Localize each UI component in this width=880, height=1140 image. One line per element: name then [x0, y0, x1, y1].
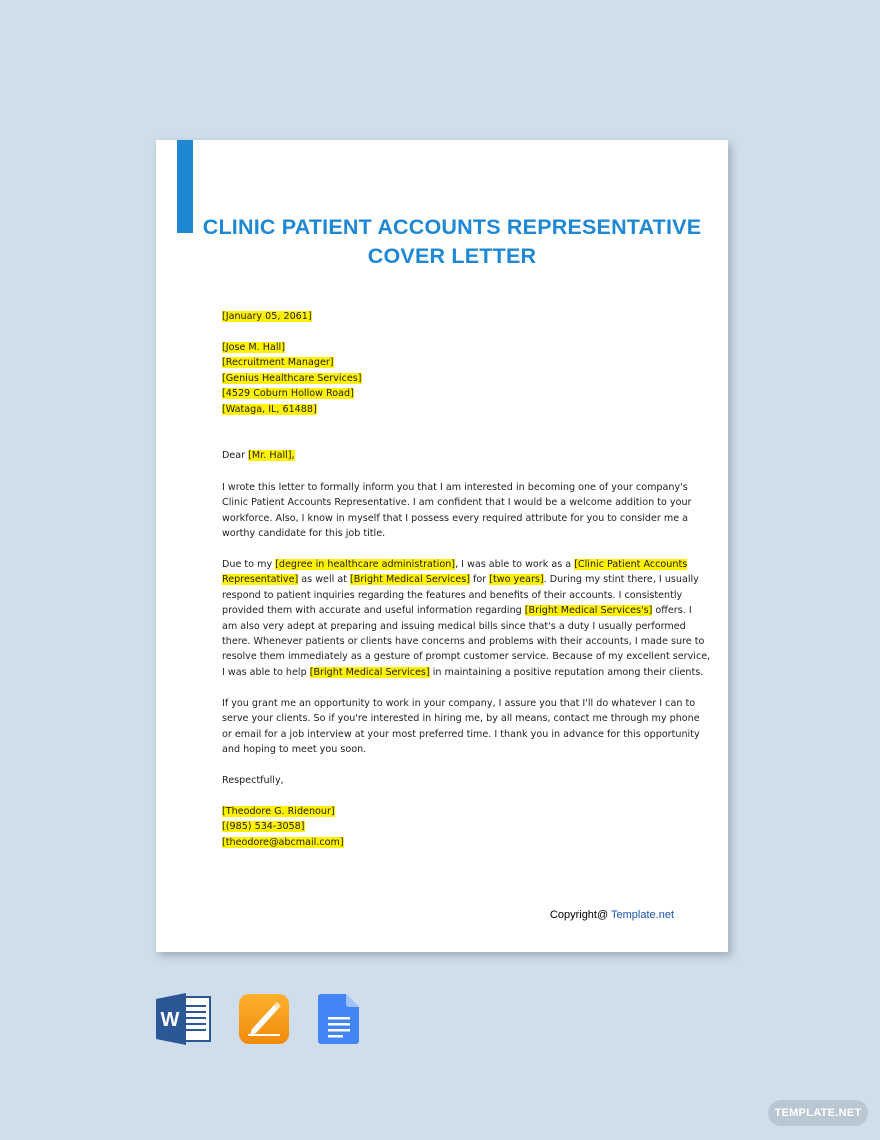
- paragraph-line: I wrote this letter to formally inform you that I am interested in becoming one of your company's: [222, 482, 688, 493]
- letter-date: [January 05, 2061]: [222, 311, 312, 322]
- text-run: provided them with accurate and useful information regarding: [222, 605, 525, 617]
- paragraph-line: Clinic Patient Accounts Representative. I am confident that I would be a welcome addition to your: [222, 497, 692, 509]
- sender-block: [222, 804, 686, 850]
- recipient-name: [Jose M. Hall]: [222, 342, 285, 353]
- text-run: for: [469, 574, 490, 586]
- placeholder-position-cont: Representative]: [222, 574, 299, 586]
- paragraph-2: [222, 557, 711, 680]
- accent-bar: [177, 140, 193, 233]
- salutation: [222, 448, 686, 463]
- title-line-2: COVER LETTER: [367, 244, 537, 268]
- recipient-block: [222, 340, 686, 417]
- google-docs-icon[interactable]: [318, 993, 360, 1045]
- title-line-1: CLINIC PATIENT ACCOUNTS REPRESENTATIVE: [202, 215, 702, 239]
- paragraph-line: there. Whenever patients or clients have concerns and problems with their accounts, I made sure to: [222, 635, 705, 647]
- letter-page: [156, 140, 728, 952]
- text-run: I was able to help: [222, 666, 310, 678]
- paragraph-line: If you grant me an opportunity to work in your company, I assure you that I'll do whatever I can to: [222, 698, 696, 709]
- paragraph-line: worthy candidate for this job title.: [222, 528, 386, 540]
- text-run: . During my stint there, I usually: [543, 574, 699, 586]
- salutation-prefix: Dear: [222, 450, 249, 461]
- salutation-name: [Mr. Hall],: [248, 450, 295, 461]
- paragraph-3: [222, 696, 700, 758]
- copyright-link[interactable]: Template.net: [611, 909, 674, 921]
- paragraph-line: respond to patient inquiries regarding the features and benefits of their accounts. I consistently: [222, 589, 683, 601]
- recipient-company: [Genius Healthcare Services]: [222, 372, 362, 384]
- placeholder-position: [Clinic Patient Accounts: [574, 559, 688, 570]
- paragraph-line: and hoping to meet you soon.: [222, 744, 367, 756]
- placeholder-company-possessive: [Bright Medical Services's]: [524, 605, 653, 617]
- text-run: Due to my: [222, 559, 276, 570]
- recipient-title: [Recruitment Manager]: [222, 357, 334, 369]
- text-run: offers. I: [652, 605, 692, 617]
- paragraph-line: workforce. Also, I know in myself that I possess every required attribute for you to consider me a: [222, 512, 689, 524]
- letter-date-block: [222, 309, 686, 324]
- closing: Respectfully,: [222, 775, 284, 786]
- placeholder-duration: [two years]: [489, 574, 544, 586]
- word-letter: W: [160, 1009, 180, 1031]
- template-net-watermark[interactable]: TEMPLATE.NET: [768, 1100, 868, 1126]
- paragraph-line: serve your clients. So if you're interested in hiring me, by all means, contact me through my phone: [222, 713, 700, 725]
- text-run: , I was able to work as a: [455, 559, 575, 570]
- sender-name: [Theodore G. Ridenour]: [222, 806, 335, 817]
- paragraph-line: am also very adept at preparing and issuing medical bills since that's a duty I usually performed: [222, 620, 686, 632]
- text-run: in maintaining a positive reputation among their clients.: [429, 666, 704, 678]
- paragraph-1: [222, 480, 692, 542]
- copyright-prefix: Copyright@: [549, 909, 612, 921]
- apple-pages-icon[interactable]: [238, 993, 290, 1045]
- copyright-notice: [550, 909, 674, 921]
- sender-email: [theodore@abcmail.com]: [222, 836, 344, 848]
- recipient-city: [Wataga, IL, 61488]: [222, 403, 317, 415]
- microsoft-word-icon[interactable]: [156, 993, 212, 1045]
- text-run: as well at: [298, 574, 351, 586]
- closing-block: [222, 773, 686, 788]
- document-title: [196, 213, 708, 271]
- paragraph-line: or email for a job interview at your most preferred time. I thank you in advance for this opportunity: [222, 728, 700, 740]
- sender-phone: [(985) 534-3058]: [222, 821, 305, 833]
- recipient-street: [4529 Coburn Hollow Road]: [222, 388, 354, 400]
- placeholder-company: [Bright Medical Services]: [350, 574, 470, 586]
- placeholder-company-2: [Bright Medical Services]: [309, 666, 430, 678]
- placeholder-degree: [degree in healthcare administration]: [275, 559, 456, 570]
- paragraph-line: resolve them immediately as a gesture of prompt customer service. Because of my excellent service,: [222, 651, 711, 663]
